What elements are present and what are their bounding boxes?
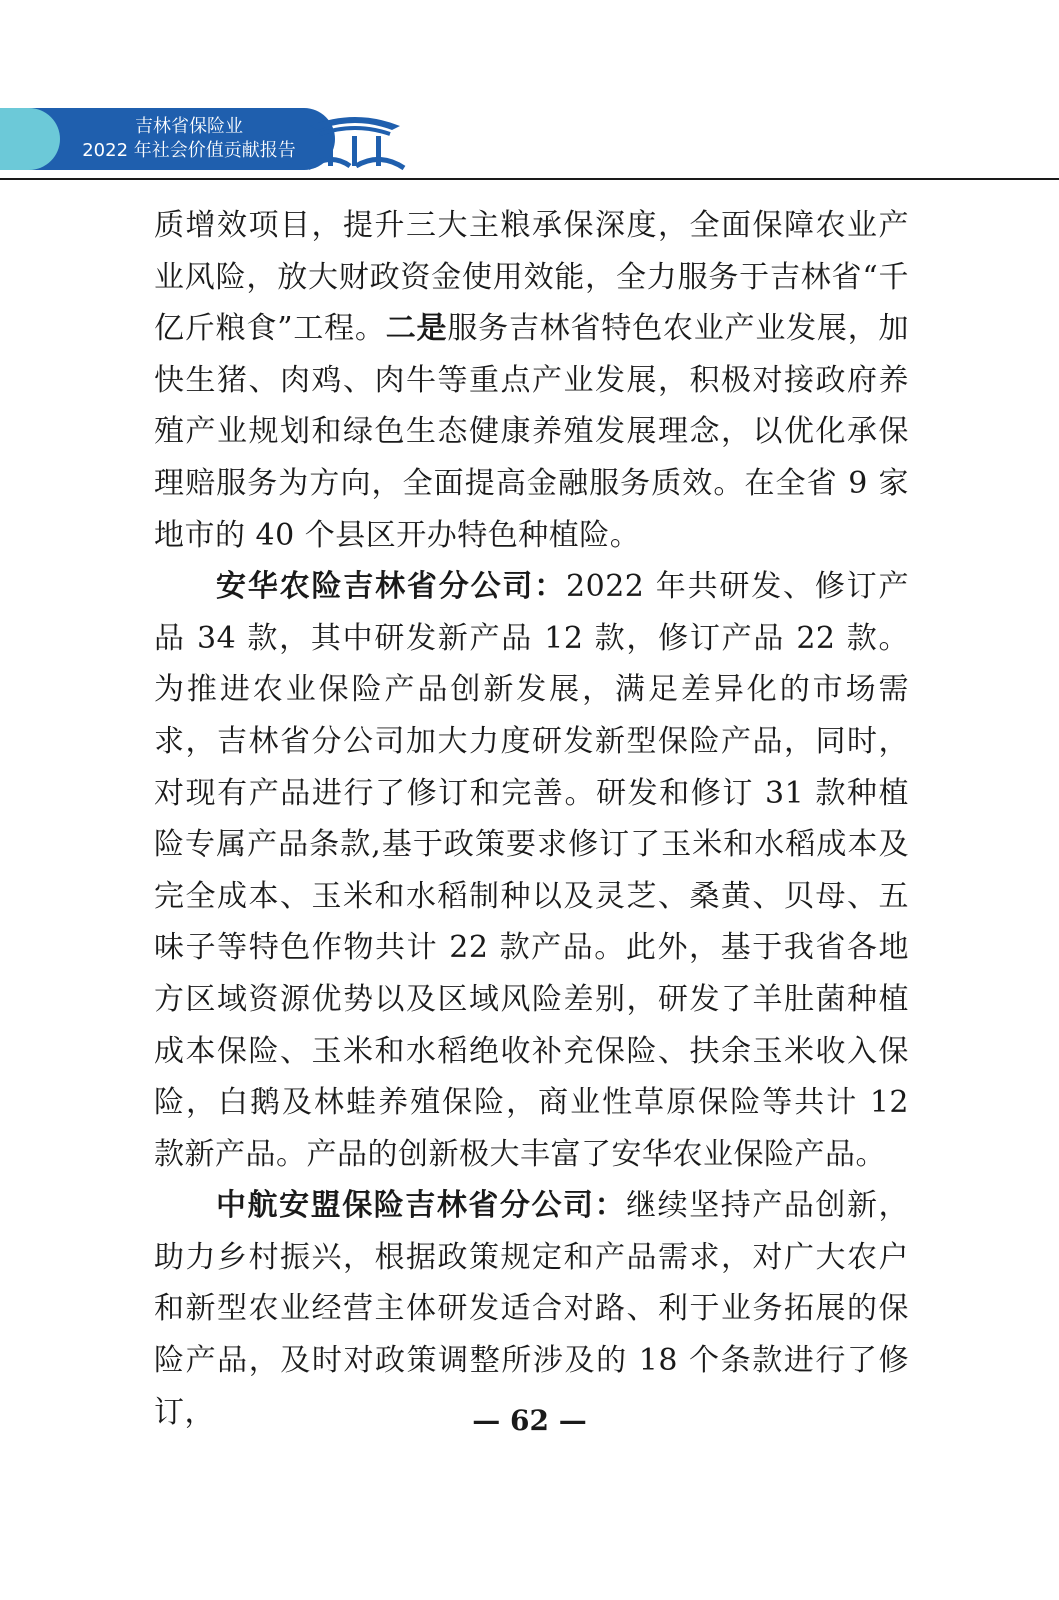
paragraph-1-rest: 服务吉林省特色农业产业发展，加快生猪、肉鸡、肉牛等重点产业发展，积极对接政府养殖产业规划和绿色生态健康养殖发展理念，以优化承保理赔服务为方向，全面提高金融服务质效。在全省 9 家地市的 40 个县区开办特色种植险。	[154, 311, 910, 553]
paragraph-1-bold: 二是	[385, 311, 448, 347]
pavilion-logo-icon	[300, 108, 410, 174]
header-rule	[0, 178, 1059, 180]
paragraph-1-text: 质增效项目，提升三大主粮承保深度，全面保障农业产业风险，放大财政资金使用效能，全力服务于吉林省“千亿斤粮食”工程。	[154, 208, 909, 347]
header-title-line2: 2022 年社会价值贡献报告	[82, 140, 296, 161]
header-title-line1: 吉林省保险业	[135, 116, 243, 137]
paragraph-1	[154, 200, 909, 561]
report-header	[0, 108, 1059, 182]
paragraph-anhua	[154, 561, 909, 1180]
paragraph-zhonghang-heading: 中航安盟保险吉林省分公司：	[216, 1188, 627, 1224]
header-title	[64, 115, 314, 163]
paragraph-zhonghang-text: 继续坚持产品创新，助力乡村振兴，根据政策规定和产品需求，对广大农户和新型农业经营主体研发适合对路、利于业务拓展的保险产品，及时对政策调整所涉及的 18 个条款进行了修订，	[154, 1188, 910, 1430]
header-accent-cap	[0, 108, 60, 170]
paragraph-anhua-heading: 安华农险吉林省分公司：	[216, 569, 567, 605]
body-content	[154, 200, 909, 1438]
paragraph-anhua-text: 2022 年共研发、修订产品 34 款，其中研发新产品 12 款，修订产品 22 款。为推进农业保险产品创新发展，满足差异化的市场需求，吉林省分公司加大力度研发新型保险产品，同时，对现有产品进行了修订和完善。研发和修订 31 款种植险专属产品条款,基于政策要求修订了玉米和水稻成本及完全成本、玉米和水稻制种以及灵芝、桑黄、贝母、五味子等特色作物共计 22 款产品。此外，基于我省各地方区域资源优势以及区域风险差别，研发了羊肚菌种植成本保险、玉米和水稻绝收补充保险、扶余玉米收入保险，白鹅及林蛙养殖保险，商业性草原保险等共计 12 款新产品。产品的创新极大丰富了安华农业保险产品。	[154, 569, 910, 1172]
paragraph-zhonghang	[154, 1180, 909, 1438]
page-number: — 62 —	[472, 1404, 587, 1437]
